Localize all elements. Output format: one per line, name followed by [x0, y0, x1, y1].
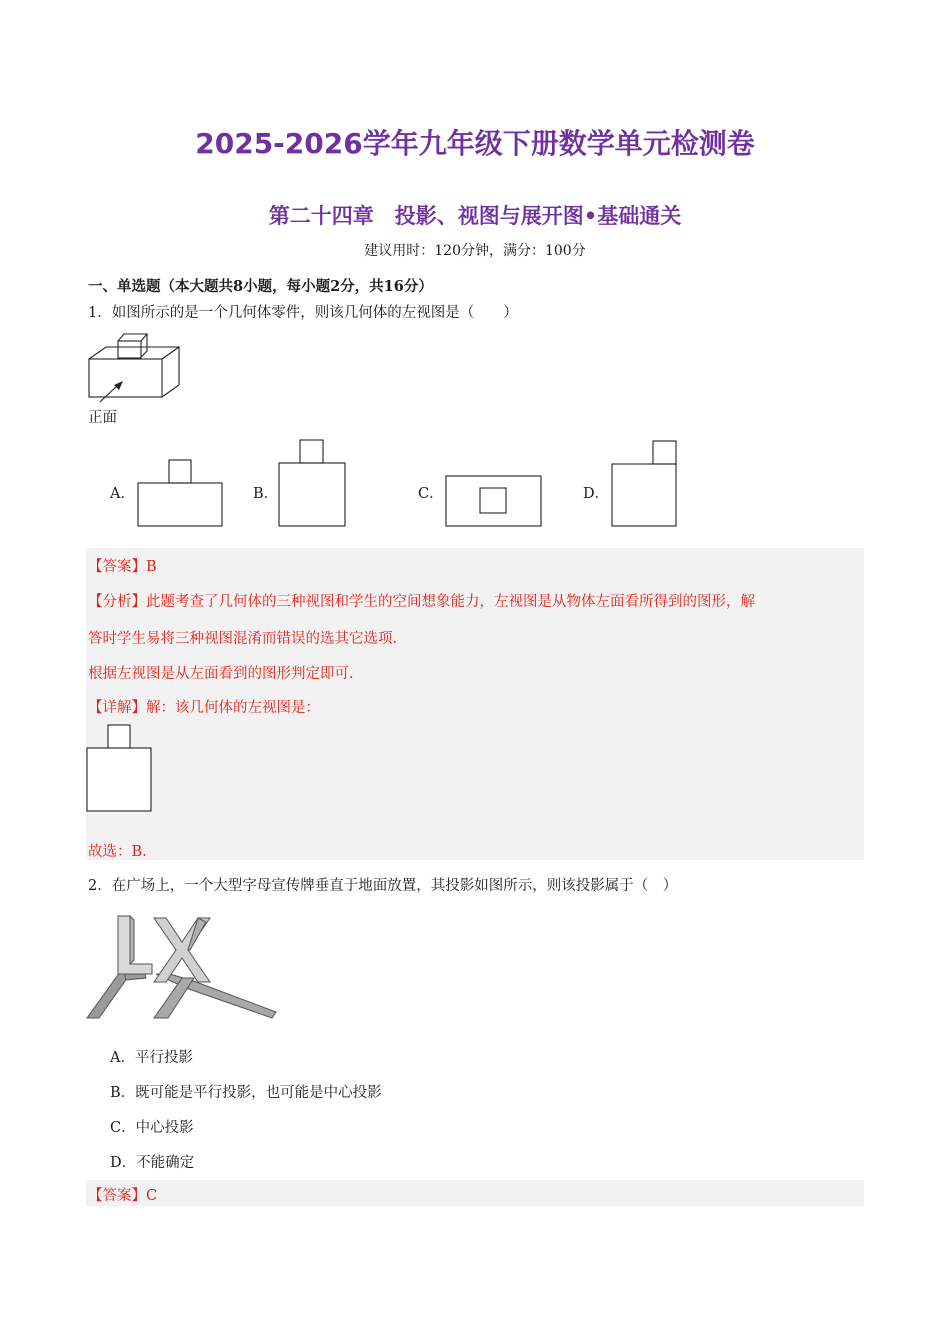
q2-answer-panel [86, 1180, 864, 1206]
q1-option-c-figure[interactable] [445, 475, 543, 529]
front-label: 正面 [88, 410, 117, 426]
detail-text: 解：该几何体的左视图是： [146, 700, 320, 716]
q1-answer-line [88, 555, 157, 576]
q1-conclusion: 故选：B. [88, 844, 147, 860]
analysis-text-1: 此题考查了几何体的三种视图和学生的空间想象能力，左视图是从物体左面看所得到的图形，解 [146, 594, 755, 610]
chapter-subtitle: 第二十四章 投影、视图与展开图•基础通关 [268, 204, 682, 228]
q1-analysis-line-2: 答时学生易将三种视图混淆而错误的选其它选项. [88, 631, 398, 647]
q1-detail-line [88, 696, 320, 717]
q2-choice-d[interactable]: D．不能确定 [110, 1155, 195, 1171]
answer-tag: 【答案】 [88, 559, 146, 575]
q1-solution-figure [86, 724, 156, 814]
q1-option-a-figure[interactable] [137, 459, 225, 529]
section-heading: 一、单选题（本大题共8小题，每小题2分，共16分） [88, 278, 433, 295]
q1-analysis-line-1 [88, 590, 755, 611]
q1-option-b-figure[interactable] [278, 439, 348, 529]
q1-option-d-label: D． [583, 486, 610, 502]
q2-answer-tag: 【答案】 [88, 1188, 146, 1204]
q1-analysis-line-3: 根据左视图是从左面看到的图形判定即可. [88, 666, 354, 682]
answer-value: B [146, 559, 157, 575]
q1-option-d-figure[interactable] [611, 440, 681, 530]
q2-answer-value: C [146, 1188, 158, 1204]
q1-option-b-label: B． [253, 486, 279, 502]
q2-answer-line [88, 1184, 157, 1205]
q1-answer-panel [86, 548, 864, 860]
q2-letter-projection-figure [86, 912, 280, 1022]
q2-choice-c[interactable]: C．中心投影 [110, 1120, 194, 1136]
q1-option-c-label: C． [418, 486, 444, 502]
q1-option-a-label: A． [110, 486, 135, 502]
detail-tag: 【详解】 [88, 700, 146, 716]
analysis-tag: 【分析】 [88, 594, 146, 610]
document-title: 2025-2026学年九年级下册数学单元检测卷 [195, 127, 755, 160]
q2-choice-b[interactable]: B．既可能是平行投影，也可能是中心投影 [110, 1085, 382, 1101]
q2-choice-a[interactable]: A．平行投影 [110, 1050, 193, 1066]
question-2-stem: 2．在广场上，一个大型字母宣传牌垂直于地面放置，其投影如图所示，则该投影属于（ ） [88, 878, 678, 894]
time-score-info: 建议用时：120分钟，满分：100分 [364, 243, 586, 259]
question-1-stem: 1．如图所示的是一个几何体零件，则该几何体的左视图是（ ） [88, 305, 518, 321]
